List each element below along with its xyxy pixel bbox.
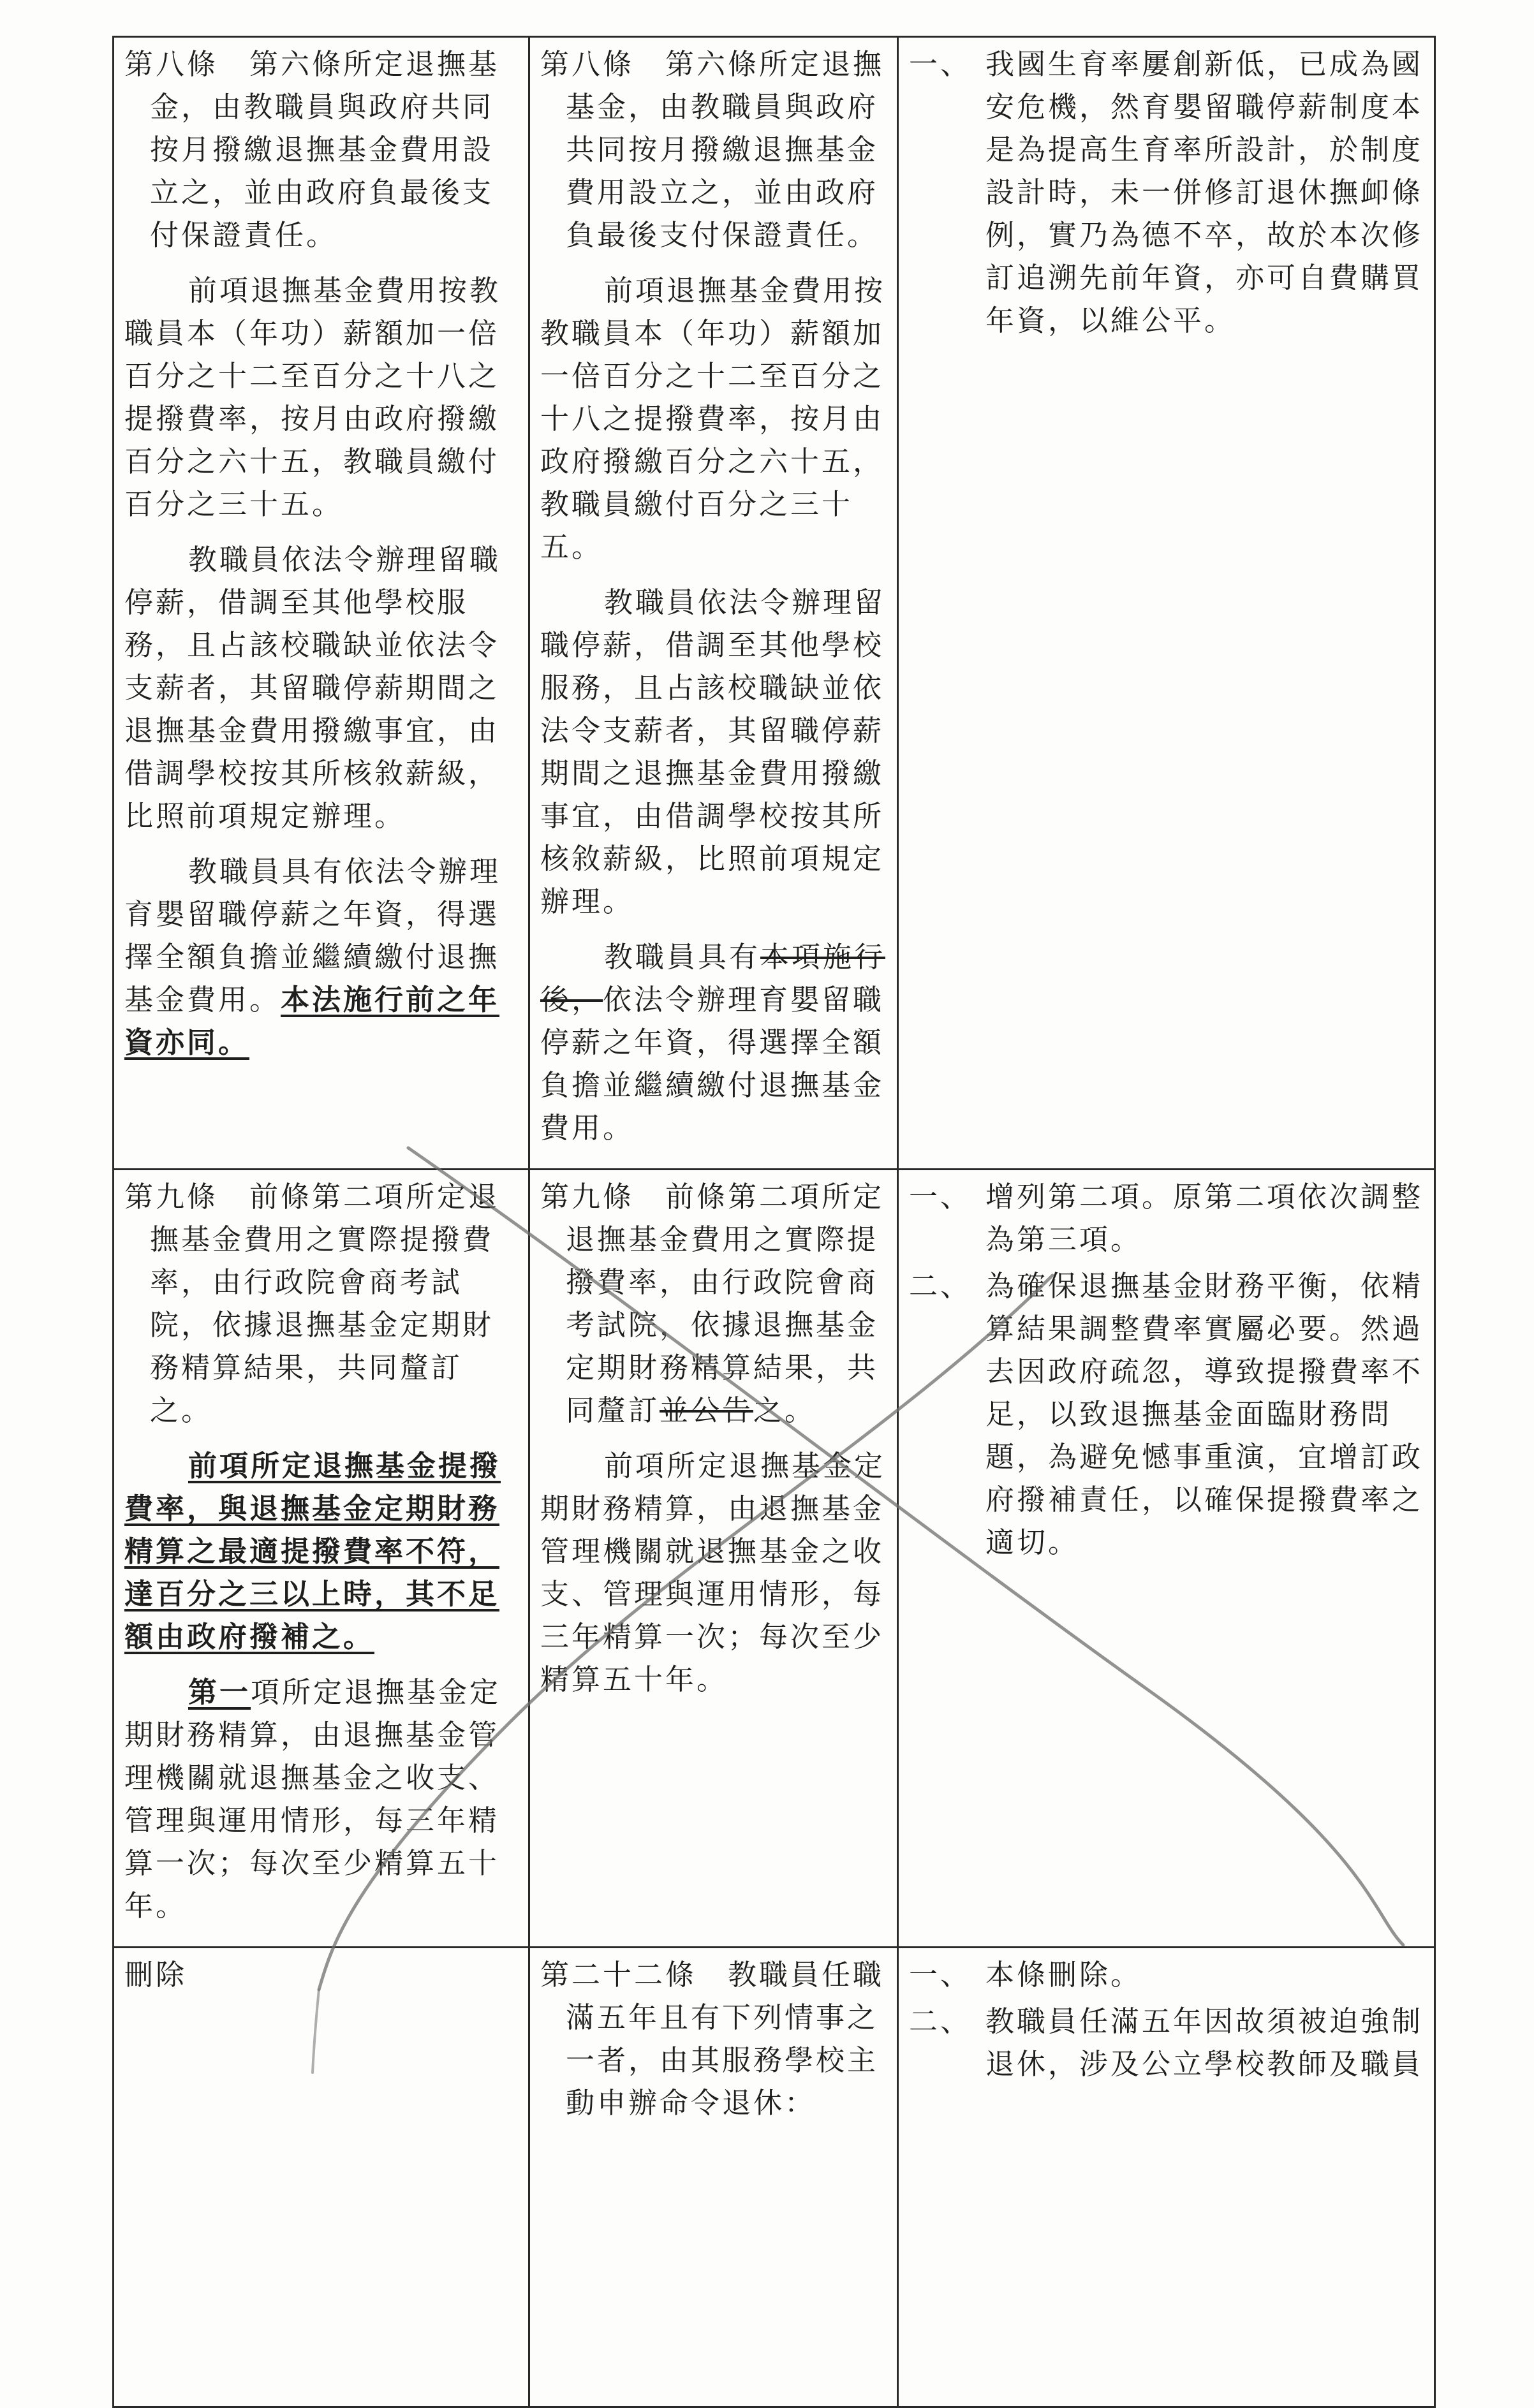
list-number: 一、	[909, 1180, 972, 1214]
paragraph-text: 之。	[753, 1393, 816, 1427]
list-number: 一、	[909, 1958, 972, 1992]
table-row	[114, 1170, 1435, 1948]
deleted-text: 並公告	[660, 1393, 754, 1427]
notes-list	[909, 1175, 1424, 1564]
article-heading: 第八條 第六條所定退撫基金，由教職員與政府共同按月撥繳退撫基金費用設立之，並由政府負最後支付保證責任。	[540, 47, 885, 252]
list-text: 增列第二項。原第二項依次調整為第三項。	[985, 1180, 1424, 1256]
proposed-text-cell	[114, 1948, 529, 2407]
list-item	[909, 1265, 1424, 1564]
paragraph-text: 教職員具有	[604, 940, 761, 974]
table-row	[114, 37, 1435, 1170]
list-number: 二、	[909, 2004, 972, 2038]
paragraph	[124, 1671, 518, 1927]
paragraph: 教職員依法令辦理留職停薪，借調至其他學校服務，且占該校職缺並依法令支薪者，其留職停薪期間之退撫基金費用撥繳事宜，由借調學校按其所核敘薪級，比照前項規定辦理。	[540, 585, 886, 918]
notes-list	[909, 1953, 1424, 2085]
amendment-comparison-table	[112, 36, 1436, 2408]
added-text: 前項所定退撫基金提撥費率，與退撫基金定期財務精算之最適提撥費率不符，達百分之三以上時，其不足額由政府撥補之。	[124, 1449, 501, 1654]
notes-list	[909, 43, 1424, 342]
article-heading	[540, 1175, 887, 1432]
table-row	[114, 1948, 1435, 2407]
article-heading: 第二十二條 教職員任職滿五年且有下列情事之一者，由其服務學校主動申辦命令退休：	[540, 1958, 885, 2120]
article-heading: 第八條 第六條所定退撫基金，由教職員與政府共同按月撥繳退撫基金費用設立之，並由政府負最後支付保證責任。	[124, 47, 500, 252]
proposed-text-cell	[114, 37, 529, 1170]
list-text: 我國生育率屢創新低，已成為國安危機，然育嬰留職停薪制度本是為提高生育率所設計，於制度設計時，未一併修訂退休撫卹條例，實乃為德不卒，故於本次修訂追溯先前年資，亦可自費購買年資，以維公平。	[985, 47, 1424, 337]
list-item	[909, 43, 1424, 342]
paragraph	[540, 936, 887, 1149]
current-text-cell	[529, 37, 898, 1170]
paragraph	[124, 1444, 518, 1658]
paragraph: 前項退撫基金費用按教職員本（年功）薪額加一倍百分之十二至百分之十八之提撥費率，按月由政府撥繳百分之六十五，教職員繳付百分之三十五。	[124, 274, 501, 521]
list-number: 二、	[909, 1269, 972, 1303]
explanation-cell	[898, 37, 1435, 1170]
paragraph: 刪除	[124, 1958, 188, 1992]
paragraph: 前項所定退撫基金定期財務精算，由退撫基金管理機關就退撫基金之收支、管理與運用情形，每三年精算一次；每次至少精算五十年。	[540, 1449, 886, 1696]
paragraph: 教職員依法令辦理留職停薪，借調至其他學校服務，且占該校職缺並依法令支薪者，其留職停薪期間之退撫基金費用撥繳事宜，由借調學校按其所核敘薪級，比照前項規定辦理。	[124, 543, 501, 833]
paragraph	[124, 850, 518, 1064]
added-text: 本法施行前之年資亦同。	[124, 983, 500, 1059]
list-text: 教職員任滿五年因故須被迫強制退休，涉及公立學校教師及職員	[985, 2004, 1424, 2081]
paragraph-text: 項所定退撫基金定期財務精算，由退撫基金管理機關就退撫基金之收支、管理與運用情形，每三年精算一次；每次至少精算五十年。	[124, 1675, 501, 1923]
added-text: 第一	[188, 1675, 251, 1709]
paragraph-text: 第九條 前條第二項所定退撫基金費用之實際提撥費率，由行政院會商考試院，依據退撫基金定期財務精算結果，共同釐訂	[540, 1180, 885, 1427]
list-item	[909, 2000, 1424, 2085]
list-number: 一、	[909, 47, 972, 81]
deleted-text: 本項施行後，	[540, 940, 886, 1017]
explanation-cell	[898, 1170, 1435, 1948]
current-text-cell	[529, 1170, 898, 1948]
list-text: 為確保退撫基金財務平衡，依精算結果調整費率實屬必要。然過去因政府疏忽，導致提撥費率不足，以致退撫基金面臨財務問題，為避免憾事重演，宜增訂政府撥補責任，以確保提撥費率之適切。	[985, 1269, 1424, 1559]
paragraph: 前項退撫基金費用按教職員本（年功）薪額加一倍百分之十二至百分之十八之提撥費率，按月由政府撥繳百分之六十五，教職員繳付百分之三十五。	[540, 274, 886, 564]
paragraph-text: 依法令辦理育嬰留職停薪之年資，得選擇全額負擔並繼續繳付退撫基金費用。	[540, 983, 885, 1145]
paragraph-text: 教職員具有依法令辦理育嬰留職停薪之年資，得選擇全額負擔並繼續繳付退撫基金費用。	[124, 855, 501, 1017]
proposed-text-cell	[114, 1170, 529, 1948]
list-text: 本條刪除。	[985, 1958, 1142, 1992]
list-item	[909, 1953, 1424, 1996]
current-text-cell	[529, 1948, 898, 2407]
list-item	[909, 1175, 1424, 1261]
explanation-cell	[898, 1948, 1435, 2407]
article-heading: 第九條 前條第二項所定退撫基金費用之實際提撥費率，由行政院會商考試院，依據退撫基金定期財務精算結果，共同釐訂之。	[124, 1180, 500, 1427]
